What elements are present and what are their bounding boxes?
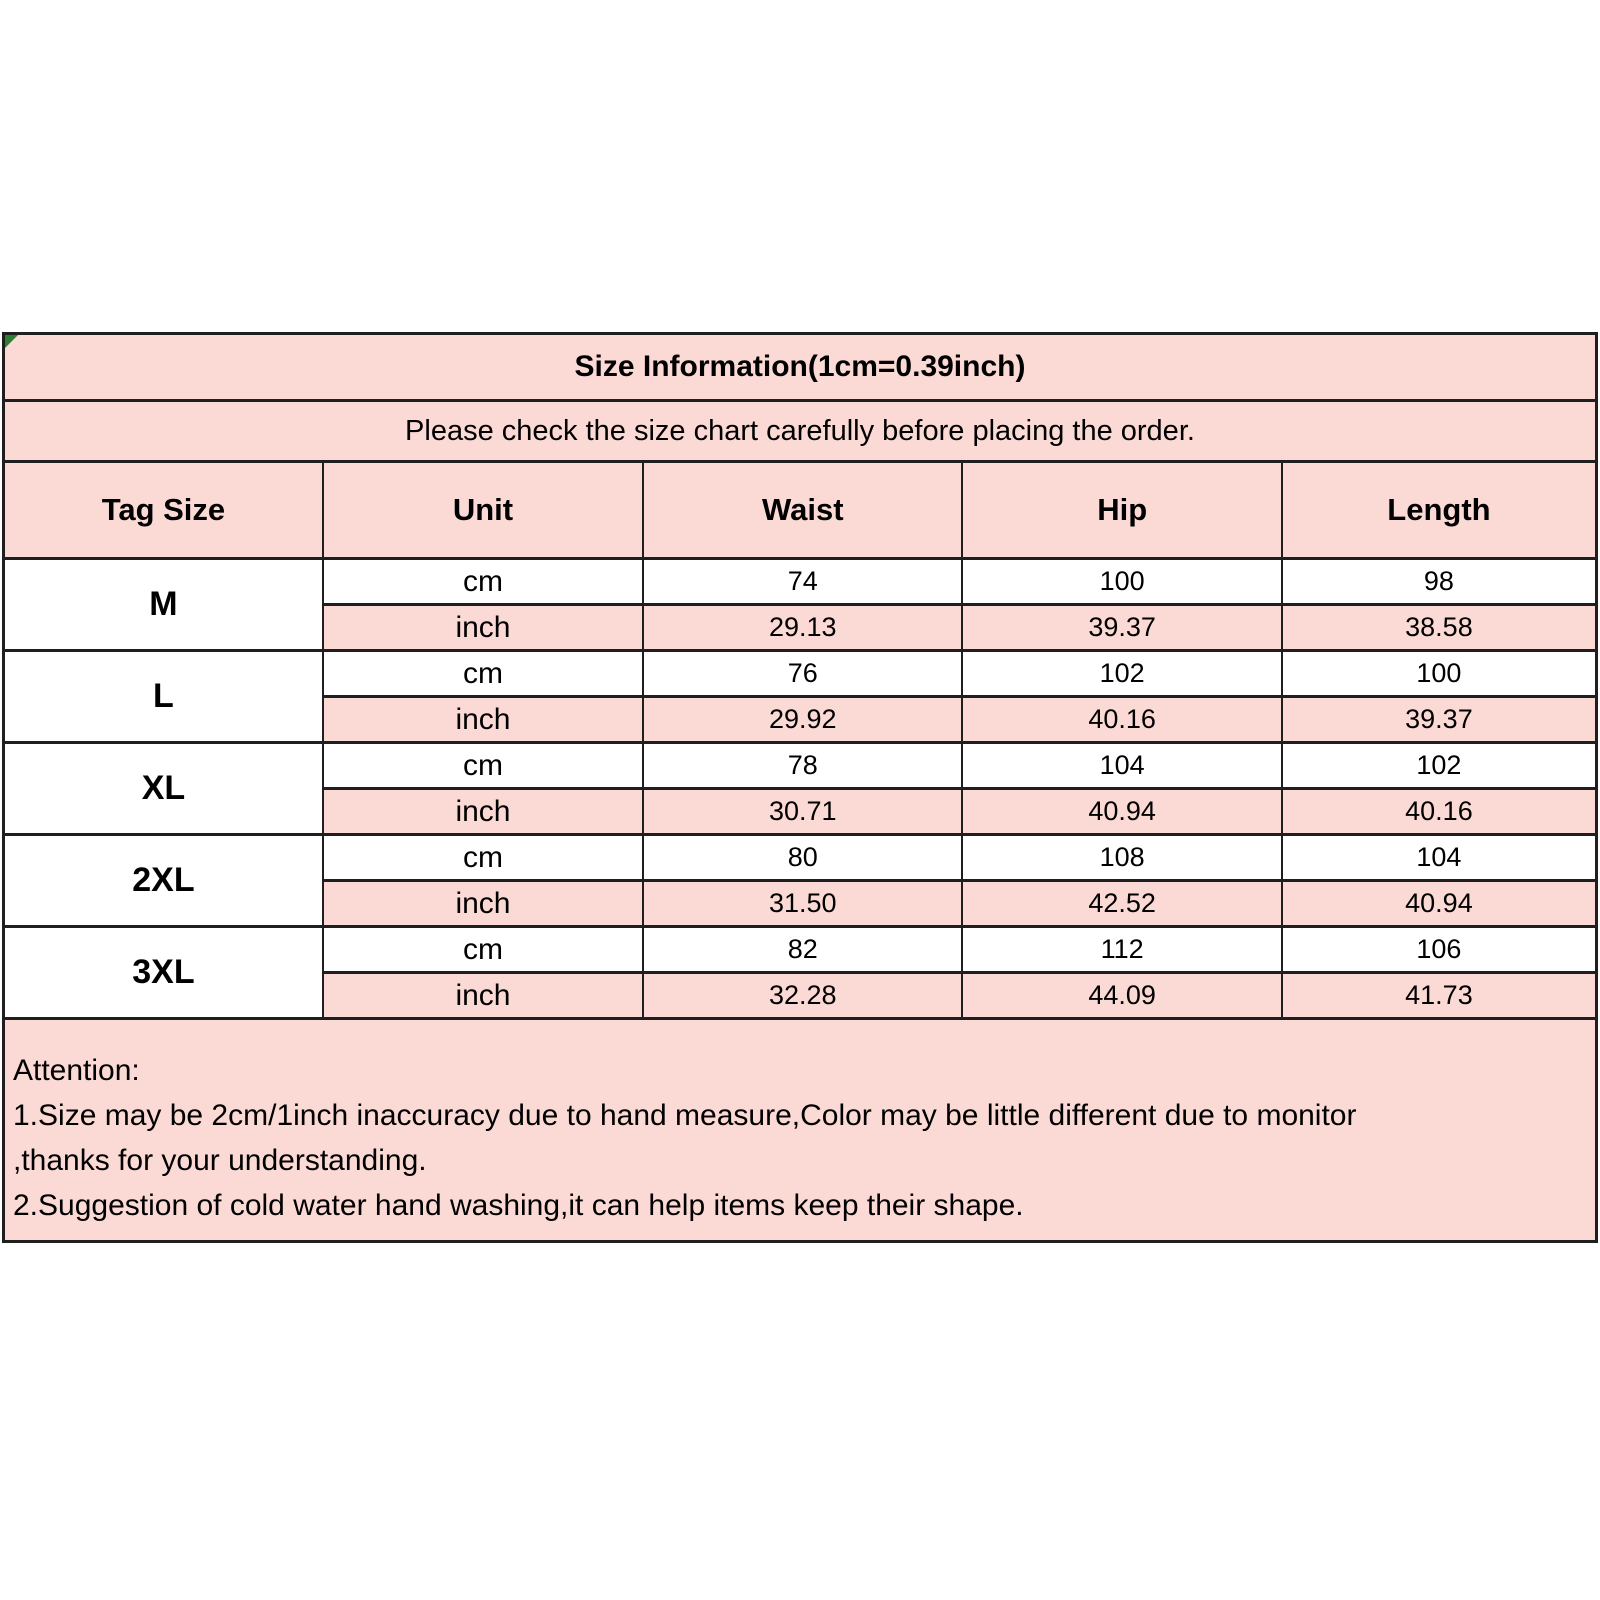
value-cell: 39.37	[1282, 697, 1597, 743]
size-cell: XL	[4, 743, 323, 835]
size-cell: 3XL	[4, 927, 323, 1019]
unit-cell: inch	[323, 605, 643, 651]
unit-cell: cm	[323, 927, 643, 973]
unit-cell: cm	[323, 743, 643, 789]
value-cell: 40.94	[962, 789, 1281, 835]
value-cell: 78	[643, 743, 962, 789]
value-cell: 102	[1282, 743, 1597, 789]
unit-cell: cm	[323, 835, 643, 881]
value-cell: 98	[1282, 559, 1597, 605]
value-cell: 74	[643, 559, 962, 605]
value-cell: 38.58	[1282, 605, 1597, 651]
unit-cell: inch	[323, 697, 643, 743]
value-cell: 82	[643, 927, 962, 973]
value-cell: 39.37	[962, 605, 1281, 651]
size-table	[2, 332, 1598, 1243]
value-cell: 30.71	[643, 789, 962, 835]
value-cell: 29.13	[643, 605, 962, 651]
value-cell: 31.50	[643, 881, 962, 927]
value-cell: 80	[643, 835, 962, 881]
value-cell: 41.73	[1282, 973, 1597, 1019]
value-cell: 100	[962, 559, 1281, 605]
corner-marker-icon	[5, 335, 18, 348]
size-cell: 2XL	[4, 835, 323, 927]
size-cell: L	[4, 651, 323, 743]
value-cell: 102	[962, 651, 1281, 697]
column-header-unit: Unit	[323, 462, 643, 559]
attention-section	[4, 1019, 1597, 1242]
value-cell: 76	[643, 651, 962, 697]
unit-cell: inch	[323, 881, 643, 927]
unit-cell: inch	[323, 973, 643, 1019]
table-title: Size Information(1cm=0.39inch)	[4, 334, 1597, 401]
value-cell: 104	[962, 743, 1281, 789]
value-cell: 40.16	[962, 697, 1281, 743]
value-cell: 112	[962, 927, 1281, 973]
size-cell: M	[4, 559, 323, 651]
value-cell: 29.92	[643, 697, 962, 743]
attention-line-2: ,thanks for your understanding.	[13, 1144, 427, 1177]
value-cell: 32.28	[643, 973, 962, 1019]
unit-cell: inch	[323, 789, 643, 835]
unit-cell: cm	[323, 559, 643, 605]
value-cell: 40.94	[1282, 881, 1597, 927]
value-cell: 108	[962, 835, 1281, 881]
column-header-hip: Hip	[962, 462, 1281, 559]
attention-heading: Attention:	[13, 1054, 140, 1087]
size-table-container	[2, 332, 1598, 1243]
attention-line-3: 2.Suggestion of cold water hand washing,it can help items keep their shape.	[13, 1189, 1024, 1222]
value-cell: 106	[1282, 927, 1597, 973]
value-cell: 100	[1282, 651, 1597, 697]
column-header-length: Length	[1282, 462, 1597, 559]
value-cell: 44.09	[962, 973, 1281, 1019]
unit-cell: cm	[323, 651, 643, 697]
value-cell: 40.16	[1282, 789, 1597, 835]
column-header-tag-size: Tag Size	[4, 462, 323, 559]
attention-line-1: 1.Size may be 2cm/1inch inaccuracy due to hand measure,Color may be little different due to monitor	[13, 1099, 1357, 1132]
value-cell: 42.52	[962, 881, 1281, 927]
value-cell: 104	[1282, 835, 1597, 881]
column-header-waist: Waist	[643, 462, 962, 559]
table-subtitle: Please check the size chart carefully before placing the order.	[4, 401, 1597, 462]
